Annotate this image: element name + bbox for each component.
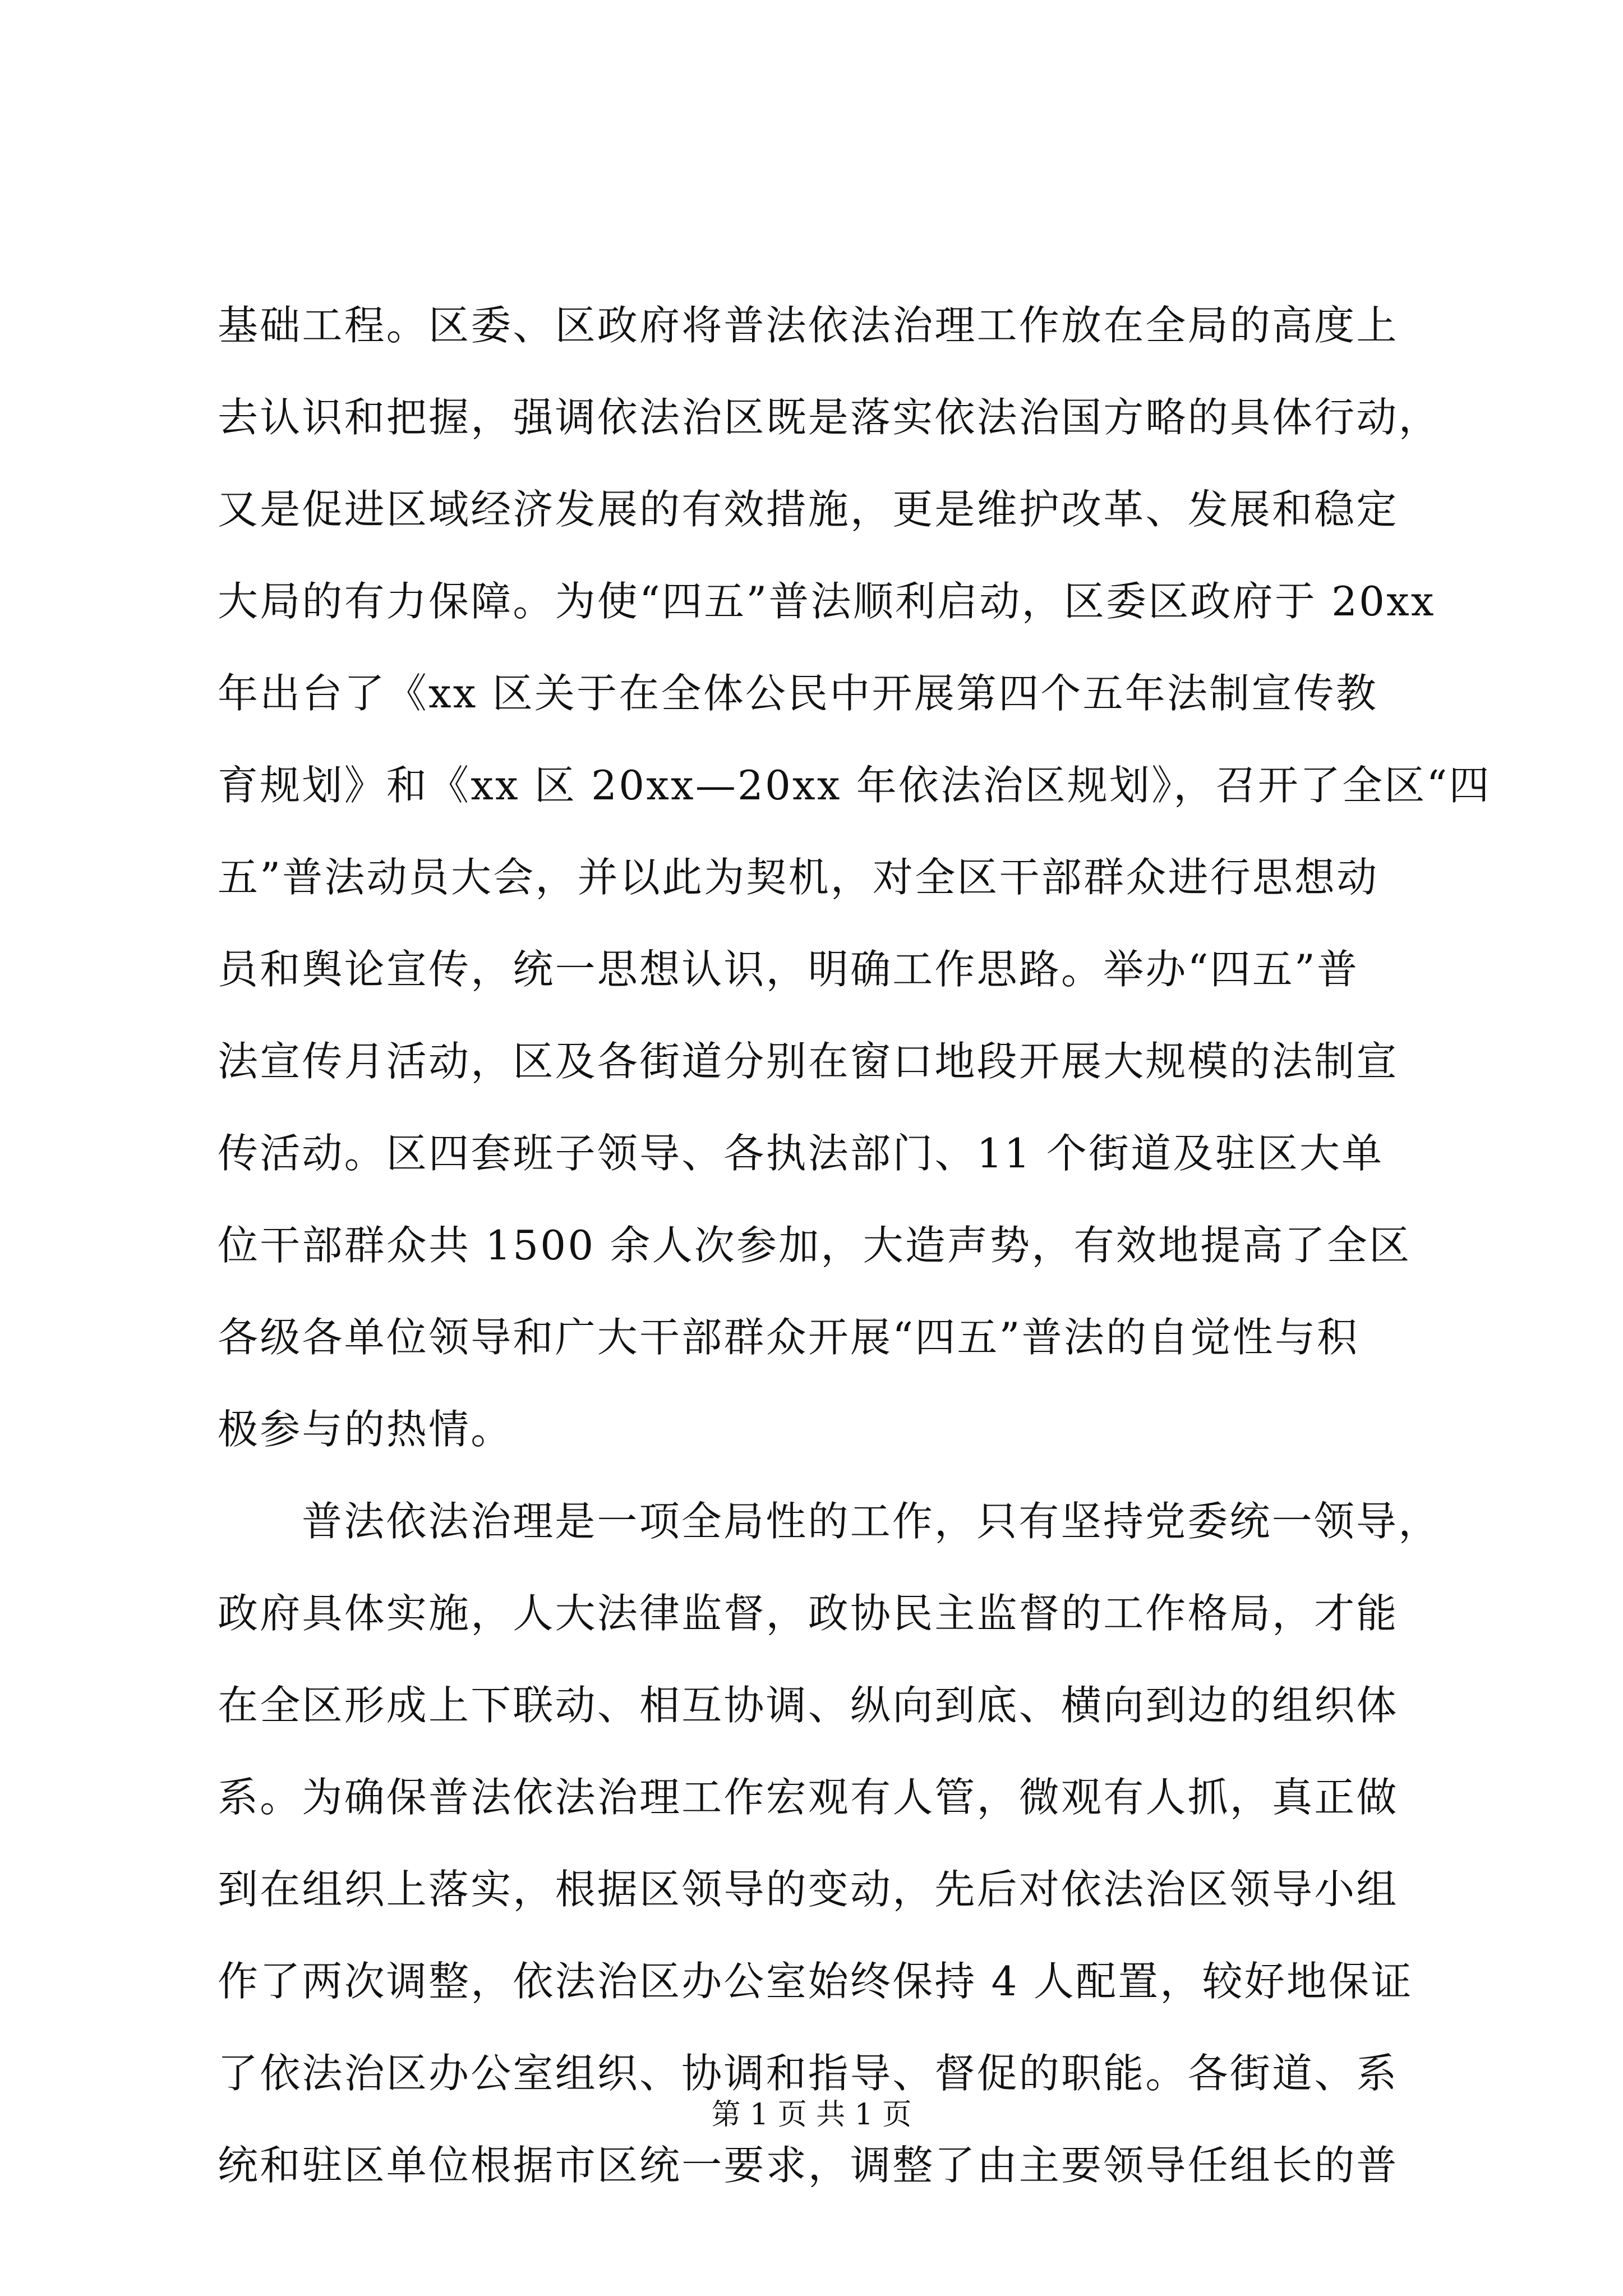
text-line: 育规划》和《xx 区 20xx—20xx 年依法治区规划》，召开了全区“四 [218,762,1491,809]
text-line: 员和舆论宣传，统一思想认识，明确工作思路。举办“四五”普 [218,946,1359,993]
text-line: 基础工程。区委、区政府将普法依法治理工作放在全局的高度上 [218,302,1399,349]
text-line: 政府具体实施，人大法律监督，政协民主监督的工作格局，才能 [218,1590,1399,1637]
text-line: 法宣传月活动，区及各街道分别在窗口地段开展大规模的法制宣 [218,1038,1399,1085]
text-line: 了依法治区办公室组织、协调和指导、督促的职能。各街道、系 [218,2050,1399,2097]
text-line: 统和驻区单位根据市区统一要求，调整了由主要领导任组长的普 [218,2142,1399,2189]
text-line: 极参与的热情。 [218,1406,513,1453]
text-line: 年出台了《xx 区关于在全体公民中开展第四个五年法制宣传教 [218,670,1378,717]
text-line: 传活动。区四套班子领导、各执法部门、11 个街道及驻区大单 [218,1130,1384,1177]
text-line: 到在组织上落实，根据区领导的变动，先后对依法治区领导小组 [218,1866,1399,1913]
text-line: 大局的有力保障。为使“四五”普法顺利启动，区委区政府于 20xx [218,578,1436,625]
text-line: 系。为确保普法依法治理工作宏观有人管，微观有人抓，真正做 [218,1774,1399,1821]
text-line: 作了两次调整，依法治区办公室始终保持 4 人配置，较好地保证 [218,1958,1413,2005]
paragraph-first-line: 普法依法治理是一项全局性的工作，只有坚持党委统一领导， [302,1498,1441,1545]
text-line: 各级各单位领导和广大干部群众开展“四五”普法的自觉性与积 [218,1314,1359,1361]
text-line: 五”普法动员大会，并以此为契机，对全区干部群众进行思想动 [218,854,1379,901]
text-line: 去认识和把握，强调依法治区既是落实依法治国方略的具体行动， [218,394,1441,441]
text-line: 又是促进区域经济发展的有效措施，更是维护改革、发展和稳定 [218,486,1399,533]
text-line: 位干部群众共 1500 余人次参加，大造声势，有效地提高了全区 [218,1222,1412,1269]
page-footer: 第 1 页 共 1 页 [711,2098,912,2132]
text-line: 在全区形成上下联动、相互协调、纵向到底、横向到边的组织体 [218,1682,1399,1729]
